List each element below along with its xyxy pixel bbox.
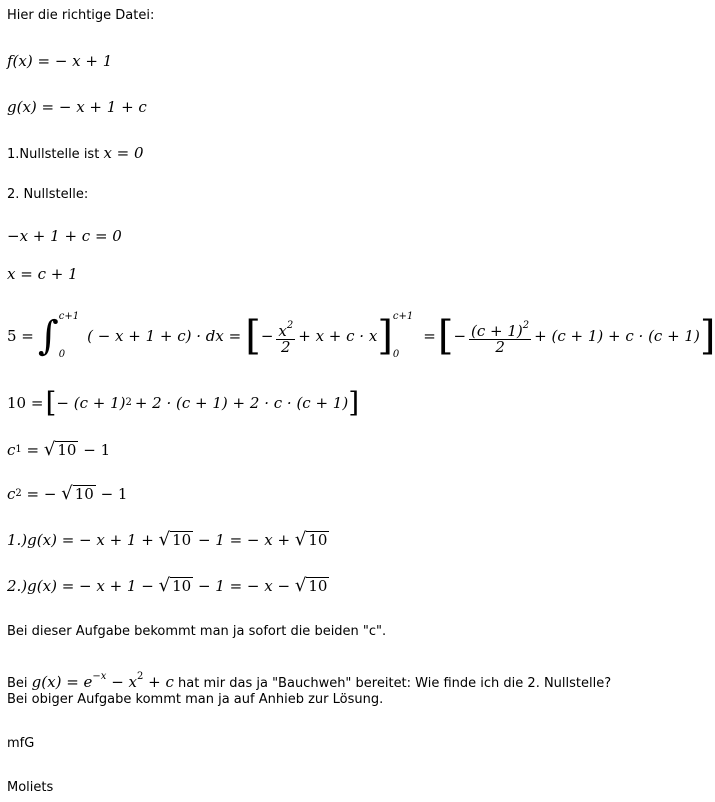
bracket1-frac-exp: 2 [286,319,294,331]
second-root-heading: 2. Nullstelle: [7,187,89,202]
bracket1-frac-den: 2 [281,337,291,356]
integral-eq2: = [423,327,436,345]
question-math-b: − x [106,673,138,691]
first-root-text: 1.Nullstelle ist [7,147,104,162]
note-c-values: Bei dieser Aufgabe bekommt man ja sofort die beiden "c". [7,624,387,639]
ten-term-a: − (c + 1) [56,394,126,412]
question-math-c: + c [143,673,174,691]
solution-2-radicand-2: 10 [308,577,328,595]
ten-lhs: 10 = [7,394,44,412]
bracket1-rest: + x + c · x [298,327,378,345]
solution-2-sqrt-icon: √ [158,574,171,596]
c1-sqrt-icon: √ [43,438,56,460]
solution-2 [7,574,329,596]
question-line [7,669,611,692]
equation-2: x = c + 1 [7,265,78,283]
greeting: mfG [7,736,35,751]
c1-name: c [7,440,16,459]
c1-eq: = [21,440,44,459]
bracket1-fraction [276,318,295,355]
question-math-exp2: 2 [137,671,144,682]
bracket2-rest: + (c + 1) + c · (c + 1) [534,327,700,345]
bracket2-frac-num: (c + 1) [471,321,523,340]
integral-sign: ∫ [37,313,59,359]
ten-term-b: + 2 · (c + 1) + 2 · c · (c + 1) [134,394,349,412]
c2-tail: − 1 [95,484,128,503]
solution-2-prefix: 2.)g(x) = − x + 1 − [7,576,159,595]
ten-term-a-exp: 2 [125,397,132,408]
function-g-expr: g(x) = − x + 1 + c [7,98,147,116]
function-f [7,53,112,69]
first-root [7,145,144,163]
bracket1-minus: − [260,327,274,345]
c2-radicand: 10 [74,485,94,503]
c1-sub: 1 [15,443,22,455]
integral-sign-group [34,309,79,363]
bracket2-frac-den: 2 [495,337,505,356]
integral-equation [7,306,715,366]
function-f-expr: f(x) = − x + 1 [7,52,113,70]
bracket-open-1: [ [245,313,261,359]
bracket2-fraction [469,318,531,355]
solution-2-mid: − 1 = − x − [193,576,295,595]
bracket-close-1: ] [377,313,393,359]
c2-eq: = − [21,484,62,503]
ten-equation [7,388,359,418]
integrand: ( − x + 1 + c) · dx = [87,327,242,345]
bracket-open-2: [ [437,313,454,359]
signature: Moliets [7,780,54,795]
question-suffix: hat mir das ja "Bauchweh" bereitet: Wie finde ich die 2. Nullstelle? [173,676,612,691]
c2-line [7,482,128,504]
integral-lhs: 5 = [7,327,34,345]
ten-bracket-open: [ [45,386,57,419]
c2-name: c [7,484,16,503]
c1-tail: − 1 [78,440,111,459]
first-root-math: x = 0 [103,144,144,162]
solution-2-sqrt2-icon: √ [294,574,307,596]
bracket2-minus: − [453,327,467,345]
c2-sub: 2 [15,487,22,499]
integral-lower: 0 [58,349,66,360]
solution-1-mid: − 1 = − x + [193,530,295,549]
question-math-exp: −x [92,671,107,682]
obiger-line: Bei obiger Aufgabe kommt man ja auf Anhieb zur Lösung. [7,692,384,707]
bracket1-limits [393,309,413,363]
c1-line [7,438,111,460]
c1-radicand: 10 [57,441,77,459]
bracket-close-2: ] [699,313,715,359]
solution-1-prefix: 1.)g(x) = − x + 1 + [7,530,159,549]
solution-2-radicand: 10 [172,577,192,595]
solution-1-radicand-2: 10 [308,531,328,549]
integral-upper: c+1 [58,311,80,322]
bracket2-frac-exp: 2 [522,319,530,331]
question-math-a: g(x) = e [31,673,93,691]
integral-limits [59,309,79,363]
solution-1-radicand: 10 [172,531,192,549]
intro-text: Hier die richtige Datei: [7,8,155,23]
solution-1-sqrt2-icon: √ [294,528,307,550]
function-g [7,99,147,115]
c2-sqrt-icon: √ [61,482,73,504]
solution-1 [7,528,329,550]
bracket1-frac-num: x [278,321,287,340]
bracket1-lower: 0 [392,349,400,360]
ten-bracket-close: ] [348,386,360,419]
bracket1-upper: c+1 [392,311,414,322]
question-prefix: Bei [7,676,32,691]
solution-1-sqrt-icon: √ [158,528,171,550]
equation-1: −x + 1 + c = 0 [7,227,122,245]
